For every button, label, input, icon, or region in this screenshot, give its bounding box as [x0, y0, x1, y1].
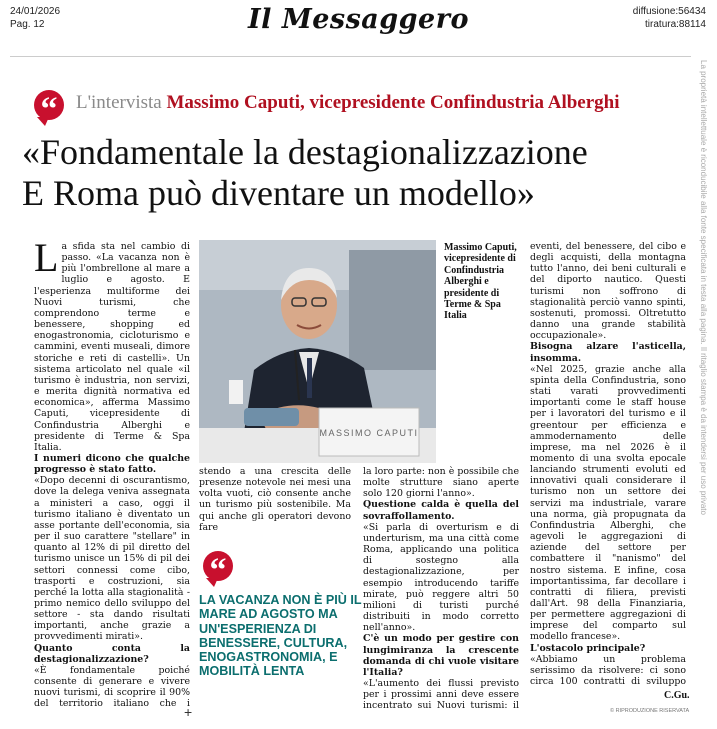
col4-question-2: L'ostacolo principale? [530, 642, 646, 654]
portrait-illustration [199, 240, 436, 463]
date-label: 24/01/2026 [10, 6, 61, 17]
kicker-name: Massimo Caputi, vicepresidente Confindustria Alberghi [166, 92, 620, 113]
col1-paragraph-2: «Dopo decenni di oscurantismo, dove la delega veniva assegnata a ministeri a caso, oggi il turismo italiano è diventato un asse portante dell'economia, sia per il suo carattere "stellare" in quanto al 12% di pil diretto del turismo unisce un 15% di pil dei settori connessi come cibo, trasporti e costruzioni, sia perché la lotta alla stagionalità - primo nemico dello sviluppo del settore - sta dando risultati importanti, anche grazie a provvedimenti mirati». [34, 475, 190, 643]
crop-mark-icon: + [184, 704, 193, 720]
photo-caption: Massimo Caputi, vicepresidente di Confindustria Alberghi e presidente di Terme & Spa Italia [444, 242, 517, 322]
article-column-4 [530, 241, 686, 687]
diffusione-label: diffusione:56434 [632, 6, 706, 17]
col3-paragraph-1: la loro parte: non è possibile che molte strutture siano aperte solo 120 giorni l'anno». [363, 466, 519, 500]
headline-line-2: E Roma può diventare un modello» [22, 173, 535, 213]
portrait-photo [199, 240, 436, 463]
col4-paragraph-3: «Abbiamo un problema serissimo da risolvere: ci sono circa 100 contratti di sviluppo [530, 653, 686, 687]
drop-cap: L [34, 241, 59, 280]
col3-question-1: Questione calda è quella del sovraffollamento. [363, 499, 519, 522]
col1-paragraph-1 [34, 241, 190, 453]
col1-text-1: a sfida sta nel cambio di passo. «La vacanza non è più l'ombrellone al mare a luglio e agosto. E l'esperienza multiforme dei Nuovi turismi, che comprendono terme e benessere, shopping ed enogastronomia, cicloturismo e cammini, eventi museali, dimore storiche e reti di castelli». Un sistema articolato nel quale «il turismo è industria, non servizi, e merita dignità normativa ed economica», afferma Massimo Caputi, vicepresidente di Confindustria Alberghi e presidente di Terme & Spa Italia. [34, 241, 190, 453]
nameplate-text: MASSIMO CAPUTI [319, 428, 419, 438]
col1-paragraph-3: «È fondamentale poiché consente di generare e vivere nuovi turismi, di scoprire il 90% del territorio italiano che i [34, 664, 190, 710]
article-column-1 [34, 241, 190, 711]
col2-paragraph-1: stendo a una crescita delle presenze notevole nei mesi una volta vuoti, ciò consente anche un turismo più sostenibile. Ma qui anche gli operatori devono fare [199, 466, 351, 533]
col3-paragraph-3: «L'aumento dei flussi previsto per i prossimi anni deve essere incentrato sui Nuovi turismi: il [363, 677, 519, 711]
masthead-logo: Il Messaggero [248, 4, 469, 35]
col3-question-2: C'è un modo per gestire con lungimiranza la crescente domanda di chi vuole visitare l'Italia? [363, 633, 519, 678]
article-column-3 [363, 466, 519, 711]
kicker [76, 91, 620, 115]
pull-quote: LA VACANZA NON È PIÙ IL MARE AD AGOSTO MA UN'ESPERIENZA DI BENESSERE, CULTURA, ENOGASTRONOMIA, E MOBILITÀ LENTA [199, 593, 362, 679]
col1-question-1: I numeri dicono che qualche progresso è stato fatto. [34, 452, 190, 476]
quote-icon: “ [34, 90, 64, 120]
col3-paragraph-2: «Si parla di overturism e di underturism, ma una città come Roma, applicando una politica di sostegno alla destagionalizzazione, per esempio introducendo tariffe mirate, può reggere altri 50 milioni di turisti purché distribuiti in modo corretto nell'anno». [363, 521, 519, 634]
headline [22, 132, 682, 214]
article-column-2 [199, 466, 351, 546]
headline-line-1: «Fondamentale la destagionalizzazione [22, 132, 588, 172]
col4-paragraph-2: «Nel 2025, grazie anche alla spinta della Confindustria, sono stati varati provvedimenti importanti come le staff house per i lavoratori del turismo e il greentour per efficienza e ammodernamento delle imprese, ma nel 2026 è il momento di una svolta epocale lanciando strumenti evoluti ed innovativi quali considerare il turismo non un settore dei servizi ma industriale, varare una norma, già propugnata da Confindustria Alberghi, che agevoli le aggregazioni di aziende del settore per combattere il "nanismo" del nostro sistema. E infine, cosa importantissima, far decollare i contratti di filiera, previsti dall'Art. 98 della Finanziaria, per permettere aggregazioni di imprese del comparto sul modello francese». [530, 363, 686, 643]
author-signature: C.Gu. [664, 690, 690, 701]
col1-question-2: Quanto conta la destagionalizzazione? [34, 642, 190, 665]
page-label: Pag. 12 [10, 19, 45, 30]
quote-icon: “ [203, 551, 233, 581]
kicker-label: L'intervista [76, 92, 162, 113]
rights-notice: © RIPRODUZIONE RISERVATA [610, 708, 690, 714]
tiratura-label: tiratura:88114 [645, 19, 706, 30]
col4-paragraph-1: eventi, del benessere, del cibo e degli acquisti, della montagna tutto l'anno, dei beni culturali e del diporto nautico. Questi turismi non soffrono di stagionalità perciò vanno spinti, sostenuti, promossi. Oltretutto danno una grande stabilità occupazionale». [530, 241, 686, 342]
copyright-side-note: La proprietà intellettuale è riconducibile alla fonte specificata in testa alla pagina. Il ritaglio stampa è da intendersi per uso privato [699, 60, 708, 515]
col4-question-1: Bisogna alzare l'asticella, insomma. [530, 341, 686, 364]
